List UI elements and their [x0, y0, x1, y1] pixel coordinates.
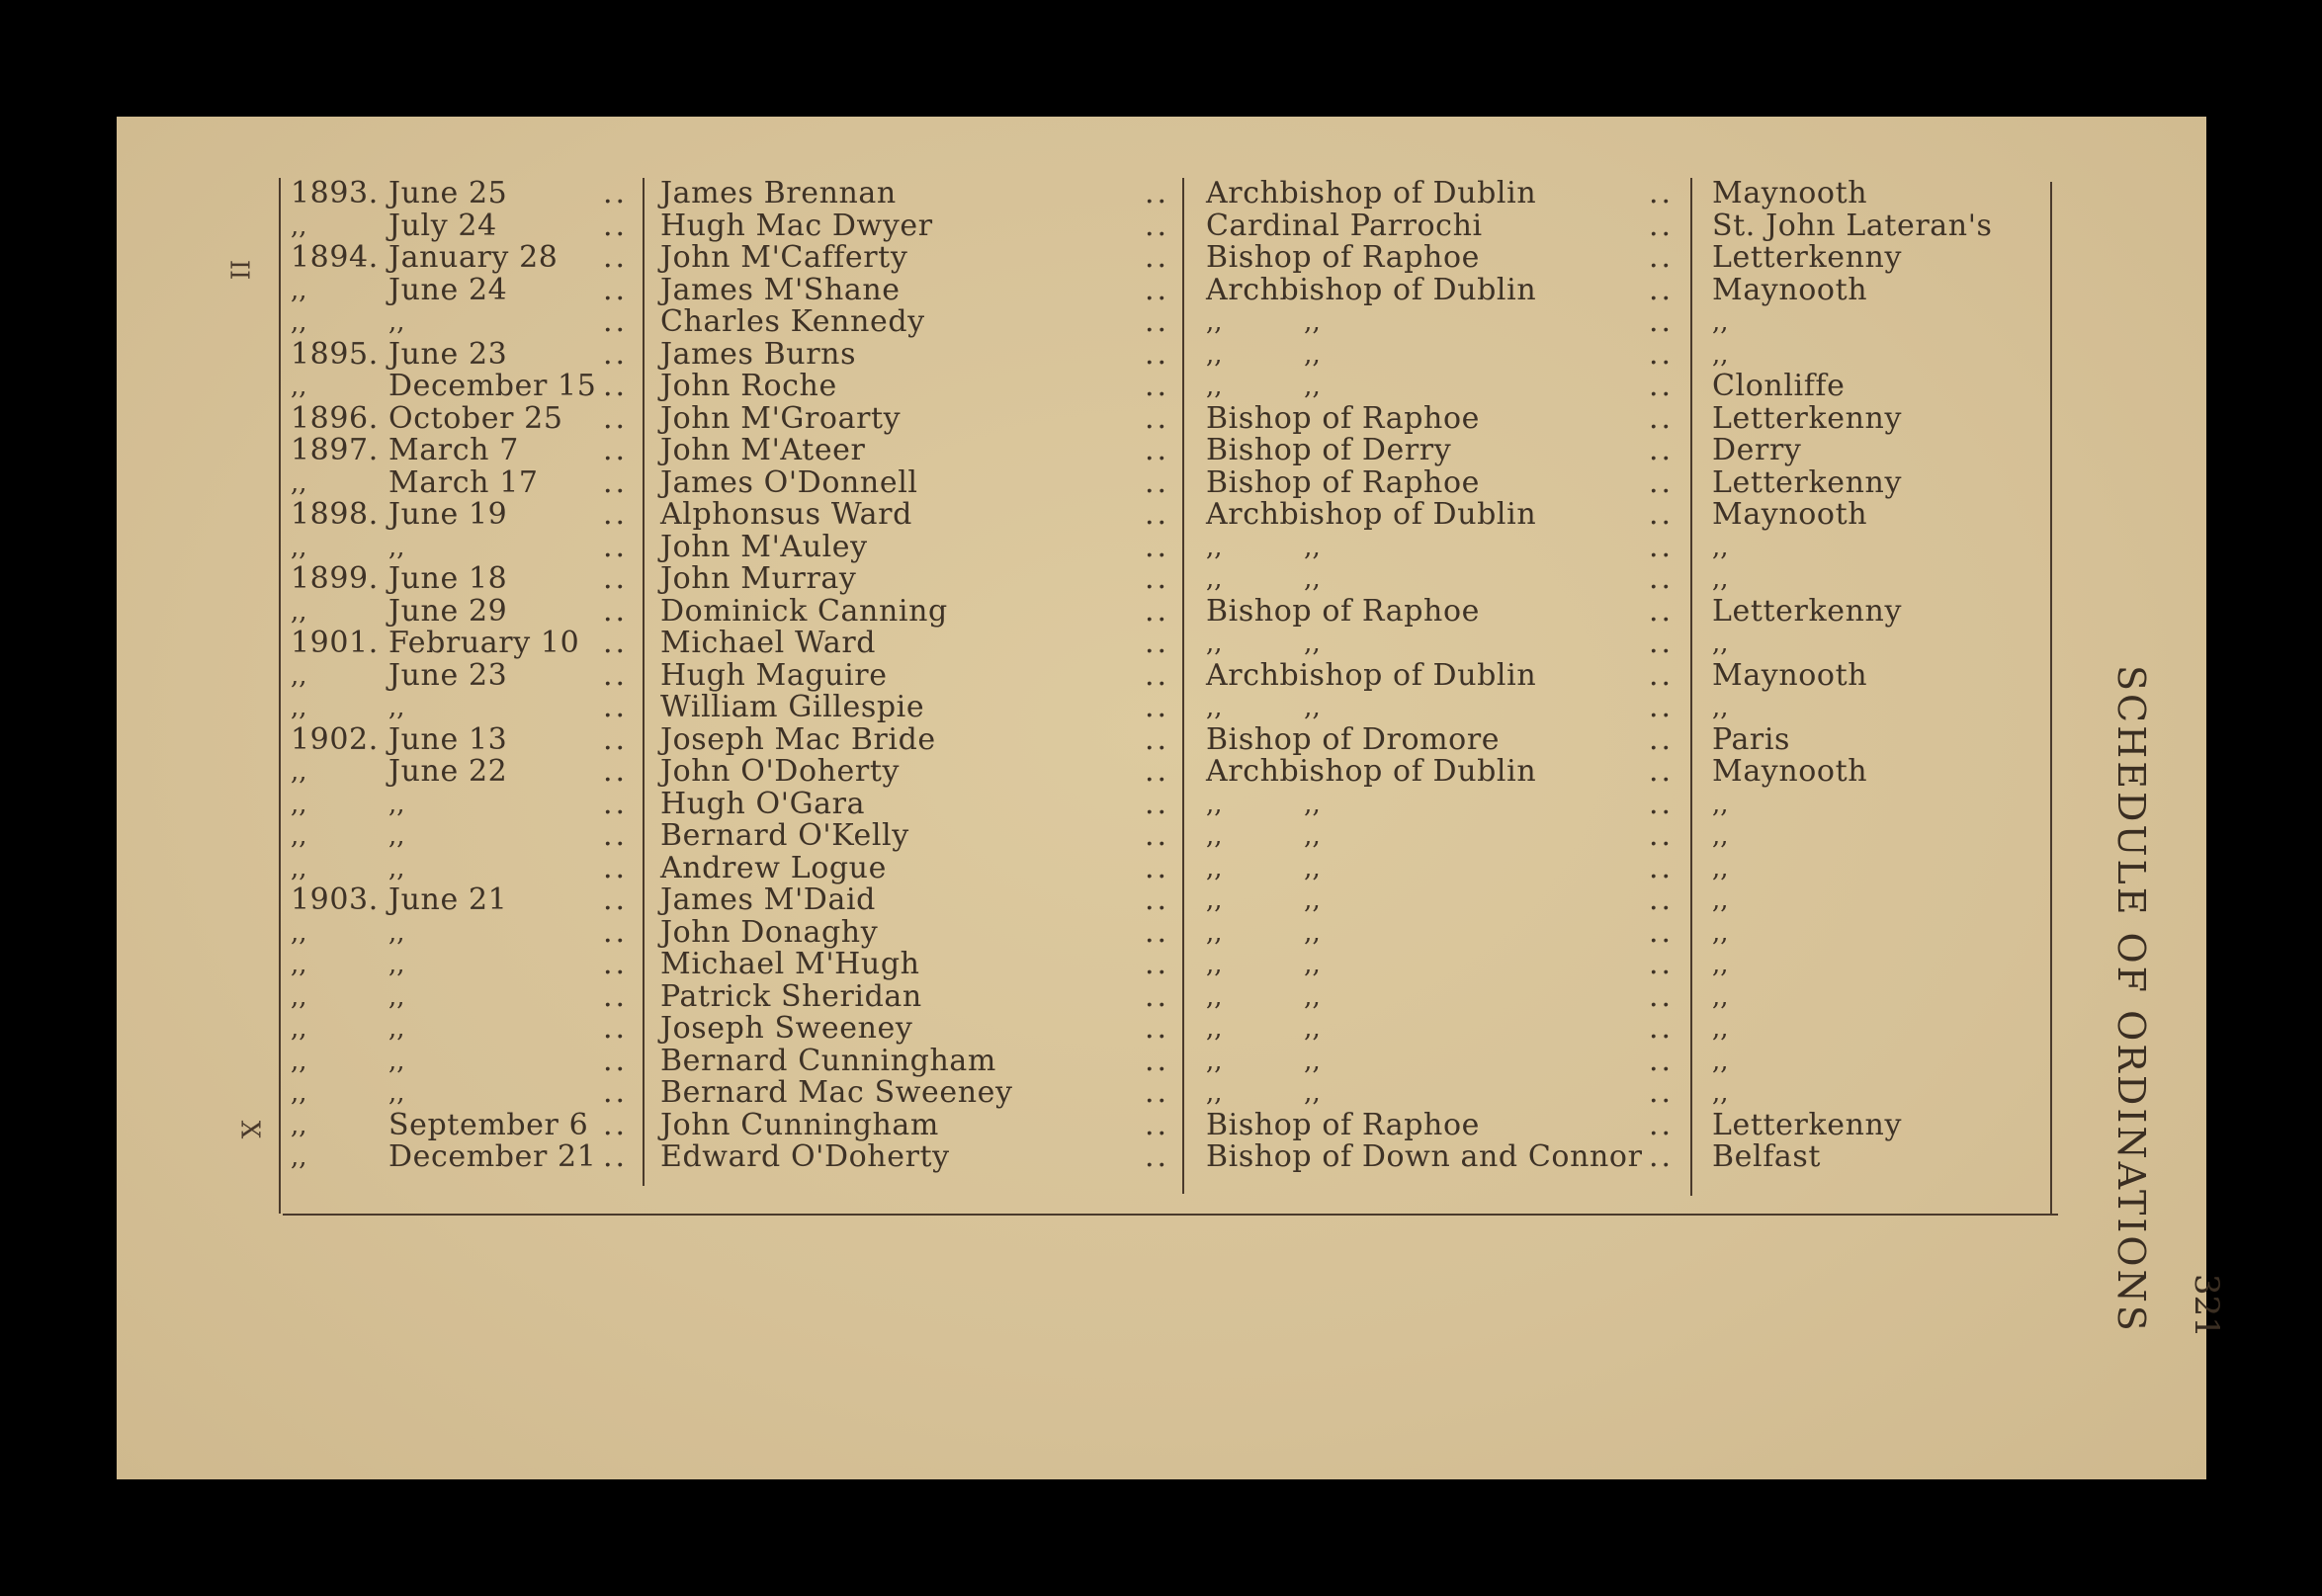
table-row — [273, 529, 2062, 564]
leader-dots: .. — [1145, 561, 1170, 596]
leader-dots: .. — [1649, 208, 1675, 243]
ordination-year: ,, — [291, 981, 307, 1012]
leader-dots: .. — [1145, 176, 1170, 210]
priest-name: James M'Shane — [660, 272, 901, 307]
leader-dots: .. — [1145, 978, 1170, 1014]
leader-dots: .. — [1649, 947, 1675, 981]
ordination-year: ,, — [291, 275, 307, 305]
leader-dots: .. — [1145, 1075, 1170, 1110]
ordination-year: ,, — [291, 532, 307, 562]
leader-dots: .. — [603, 529, 629, 564]
ordination-place: Derry — [1712, 433, 1802, 467]
leader-dots: .. — [603, 1139, 629, 1174]
ordination-year: ,, — [291, 917, 307, 948]
leader-dots: .. — [603, 947, 629, 981]
ordination-place: Maynooth — [1712, 657, 1868, 693]
ordination-date: September 6 — [388, 1107, 589, 1142]
leader-dots: .. — [1649, 1043, 1675, 1078]
leader-dots: .. — [603, 272, 629, 307]
leader-dots: .. — [1145, 400, 1170, 436]
priest-name: Bernard O'Kelly — [660, 818, 909, 853]
ordination-date: October 25 — [388, 400, 563, 436]
leader-dots: .. — [1649, 786, 1675, 821]
priest-name: John Donaghy — [660, 914, 879, 950]
leader-dots: .. — [603, 657, 629, 693]
leader-dots: .. — [1649, 850, 1675, 885]
leader-dots: .. — [1145, 1139, 1170, 1174]
priest-name: Patrick Sheridan — [660, 978, 922, 1014]
table-row — [273, 628, 2062, 660]
priest-name: Joseph Mac Bride — [660, 721, 936, 757]
leader-dots: .. — [603, 882, 629, 917]
leader-dots: .. — [603, 786, 629, 821]
ordaining-bishop: Bishop of Raphoe — [1206, 400, 1480, 436]
ordination-date: June 24 — [388, 272, 508, 307]
ordination-year: ,, — [291, 853, 307, 883]
leader-dots: .. — [1145, 1043, 1170, 1078]
ordaining-bishop: ,, ,, — [1206, 853, 1321, 883]
ordination-date: March 7 — [388, 433, 519, 467]
ordination-year: ,, — [291, 1110, 307, 1140]
table-row — [273, 1013, 2062, 1046]
priest-name: Michael Ward — [660, 626, 877, 660]
ordination-date: June 23 — [388, 336, 508, 372]
leader-dots: .. — [1649, 464, 1675, 500]
leader-dots: .. — [603, 1043, 629, 1078]
table-row — [273, 756, 2062, 789]
ordaining-bishop: Archbishop of Dublin — [1206, 497, 1537, 532]
ordination-place: ,, — [1712, 693, 1729, 722]
leader-dots: .. — [603, 497, 629, 532]
ordination-table — [273, 178, 2062, 1218]
ordination-date: June 29 — [388, 593, 508, 629]
priest-name: John Murray — [660, 561, 857, 596]
ordination-year: ,, — [291, 660, 307, 691]
ordination-date: March 17 — [388, 464, 539, 500]
leader-dots: .. — [1649, 721, 1675, 757]
table-row — [273, 978, 2062, 1014]
leader-dots: .. — [1145, 721, 1170, 757]
ordination-year: ,, — [291, 821, 307, 851]
ordaining-bishop: ,, ,, — [1206, 1078, 1321, 1108]
ordination-date: ,, — [388, 307, 405, 337]
ordination-place: ,, — [1712, 821, 1729, 851]
table-row — [273, 242, 2062, 275]
ordination-year: 1895. — [291, 336, 379, 372]
priest-name: Hugh Maguire — [660, 657, 888, 693]
ordination-year: 1898. — [291, 497, 379, 532]
leader-dots: .. — [1649, 497, 1675, 532]
table-row — [273, 884, 2062, 917]
priest-name: John Roche — [660, 369, 837, 403]
leader-dots: .. — [603, 818, 629, 853]
page-number: 321 — [2187, 1274, 2226, 1338]
ordination-date: ,, — [388, 693, 405, 722]
leader-dots: .. — [1649, 433, 1675, 467]
ordination-date: June 25 — [388, 176, 508, 210]
ordaining-bishop: Bishop of Raphoe — [1206, 593, 1480, 629]
ordination-year: ,, — [291, 1014, 307, 1044]
leader-dots: .. — [603, 561, 629, 596]
running-head: SCHEDULE OF ORDINATIONS — [2109, 665, 2153, 1334]
ordaining-bishop: ,, ,, — [1206, 789, 1321, 819]
priest-name: Bernard Cunningham — [660, 1043, 996, 1078]
book-page — [117, 117, 2226, 1479]
ordination-year: ,, — [291, 467, 307, 498]
leader-dots: .. — [603, 914, 629, 950]
ordination-place: Maynooth — [1712, 272, 1868, 307]
priest-name: Alphonsus Ward — [660, 497, 912, 532]
leader-dots: .. — [1145, 1107, 1170, 1142]
ordination-date: ,, — [388, 950, 405, 979]
table-row — [273, 178, 2062, 210]
table-row — [273, 272, 2062, 307]
ordination-year: 1901. — [291, 626, 379, 660]
ordination-place: Letterkenny — [1712, 464, 1903, 500]
priest-name: James Brennan — [660, 176, 897, 210]
ordaining-bishop: ,, ,, — [1206, 1014, 1321, 1044]
ordination-year: 1894. — [291, 240, 379, 275]
leader-dots: .. — [603, 369, 629, 403]
ordination-year: ,, — [291, 693, 307, 722]
ordination-year: 1902. — [291, 721, 379, 757]
ordination-place: ,, — [1712, 629, 1729, 658]
leader-dots: .. — [1145, 272, 1170, 307]
leader-dots: .. — [1145, 240, 1170, 275]
ordination-place: Letterkenny — [1712, 1107, 1903, 1142]
ordination-year: ,, — [291, 210, 307, 241]
leader-dots: .. — [1649, 914, 1675, 950]
table-row — [273, 336, 2062, 372]
table-row — [273, 1077, 2062, 1110]
leader-dots: .. — [1145, 882, 1170, 917]
ordaining-bishop: ,, ,, — [1206, 981, 1321, 1012]
ordination-year: ,, — [291, 372, 307, 401]
leader-dots: .. — [603, 850, 629, 885]
leader-dots: .. — [1145, 529, 1170, 564]
ordination-date: December 15 — [388, 369, 597, 403]
table-row — [273, 593, 2062, 629]
ordaining-bishop: ,, ,, — [1206, 532, 1321, 562]
leader-dots: .. — [1145, 754, 1170, 789]
ordaining-bishop: ,, ,, — [1206, 950, 1321, 979]
leader-dots: .. — [603, 721, 629, 757]
ordination-year: ,, — [291, 789, 307, 819]
priest-name: John M'Ateer — [660, 433, 866, 467]
ordaining-bishop: ,, ,, — [1206, 307, 1321, 337]
priest-name: James M'Daid — [660, 882, 876, 917]
table-row — [273, 563, 2062, 596]
ordaining-bishop: Bishop of Raphoe — [1206, 240, 1480, 275]
leader-dots: .. — [1649, 754, 1675, 789]
leader-dots: .. — [603, 1075, 629, 1110]
leader-dots: .. — [1145, 464, 1170, 500]
ordination-year: 1893. — [291, 176, 379, 210]
leader-dots: .. — [603, 978, 629, 1014]
ordination-place: ,, — [1712, 564, 1729, 594]
table-row — [273, 1043, 2062, 1078]
leader-dots: .. — [603, 304, 629, 339]
priest-name: Andrew Logue — [660, 850, 887, 885]
leader-dots: .. — [1649, 400, 1675, 436]
ordination-place: ,, — [1712, 789, 1729, 819]
leader-dots: .. — [1649, 1107, 1675, 1142]
leader-dots: .. — [1145, 1011, 1170, 1046]
table-row — [273, 400, 2062, 436]
ordaining-bishop: Bishop of Raphoe — [1206, 1107, 1480, 1142]
table-row — [273, 914, 2062, 950]
ordination-place: ,, — [1712, 307, 1729, 337]
ordaining-bishop: ,, ,, — [1206, 1046, 1321, 1076]
leader-dots: .. — [603, 208, 629, 243]
ordination-year: 1903. — [291, 882, 379, 917]
priest-name: John M'Auley — [660, 529, 868, 564]
leader-dots: .. — [1145, 626, 1170, 660]
margin-mark-upper: II — [223, 259, 254, 281]
ordination-date: ,, — [388, 789, 405, 819]
ordination-date: December 21 — [388, 1139, 597, 1174]
leader-dots: .. — [1145, 336, 1170, 372]
margin-mark-lower: X — [234, 1120, 265, 1139]
ordination-date: ,, — [388, 1046, 405, 1076]
leader-dots: .. — [1649, 176, 1675, 210]
ordaining-bishop: ,, ,, — [1206, 629, 1321, 658]
ordination-date: June 18 — [388, 561, 508, 596]
leader-dots: .. — [603, 240, 629, 275]
table-row — [273, 657, 2062, 693]
leader-dots: .. — [1145, 947, 1170, 981]
ordaining-bishop: ,, ,, — [1206, 693, 1321, 722]
table-row — [273, 435, 2062, 467]
ordination-year: 1896. — [291, 400, 379, 436]
leader-dots: .. — [603, 176, 629, 210]
ordination-date: ,, — [388, 917, 405, 948]
ordaining-bishop: ,, ,, — [1206, 885, 1321, 915]
ordination-place: Clonliffe — [1712, 369, 1846, 403]
ordaining-bishop: Archbishop of Dublin — [1206, 272, 1537, 307]
ordaining-bishop: ,, ,, — [1206, 821, 1321, 851]
ordination-date: June 13 — [388, 721, 508, 757]
table-row — [273, 464, 2062, 500]
ordaining-bishop: Bishop of Derry — [1206, 433, 1452, 467]
ordination-year: ,, — [291, 596, 307, 627]
leader-dots: .. — [1145, 690, 1170, 724]
priest-name: James Burns — [660, 336, 857, 372]
leader-dots: .. — [1145, 657, 1170, 693]
ordaining-bishop: Bishop of Dromore — [1206, 721, 1501, 757]
leader-dots: .. — [1145, 818, 1170, 853]
ordination-date: ,, — [388, 1014, 405, 1044]
ordination-place: ,, — [1712, 1014, 1729, 1044]
ordination-place: ,, — [1712, 339, 1729, 370]
ordaining-bishop: Archbishop of Dublin — [1206, 176, 1537, 210]
ordination-date: July 24 — [388, 208, 497, 243]
ordination-place: ,, — [1712, 1078, 1729, 1108]
leader-dots: .. — [1649, 336, 1675, 372]
leader-dots: .. — [1649, 272, 1675, 307]
leader-dots: .. — [1649, 690, 1675, 724]
leader-dots: .. — [1145, 497, 1170, 532]
ordination-date: June 21 — [388, 882, 508, 917]
leader-dots: .. — [1649, 529, 1675, 564]
rule-bottom — [283, 1214, 2058, 1216]
ordination-place: Paris — [1712, 721, 1791, 757]
ordination-date: ,, — [388, 981, 405, 1012]
table-row — [273, 371, 2062, 403]
ordaining-bishop: Archbishop of Dublin — [1206, 657, 1537, 693]
leader-dots: .. — [1145, 304, 1170, 339]
leader-dots: .. — [1649, 593, 1675, 629]
ordination-place: ,, — [1712, 917, 1729, 948]
table-row — [273, 721, 2062, 757]
priest-name: Dominick Canning — [660, 593, 948, 629]
priest-name: John M'Cafferty — [660, 240, 908, 275]
leader-dots: .. — [1649, 1011, 1675, 1046]
leader-dots: .. — [1145, 914, 1170, 950]
leader-dots: .. — [1649, 657, 1675, 693]
ordination-date: ,, — [388, 821, 405, 851]
ordination-date: June 19 — [388, 497, 508, 532]
ordination-year: ,, — [291, 1046, 307, 1076]
leader-dots: .. — [1649, 978, 1675, 1014]
priest-name: John Cunningham — [660, 1107, 939, 1142]
leader-dots: .. — [1649, 626, 1675, 660]
leader-dots: .. — [1145, 208, 1170, 243]
ordination-year: ,, — [291, 1078, 307, 1108]
ordination-place: Maynooth — [1712, 176, 1868, 210]
leader-dots: .. — [1145, 593, 1170, 629]
ordaining-bishop: ,, ,, — [1206, 372, 1321, 401]
leader-dots: .. — [603, 336, 629, 372]
leader-dots: .. — [603, 593, 629, 629]
ordaining-bishop: ,, ,, — [1206, 917, 1321, 948]
table-row — [273, 306, 2062, 339]
ordaining-bishop: Archbishop of Dublin — [1206, 754, 1537, 789]
leader-dots: .. — [603, 1107, 629, 1142]
priest-name: Hugh O'Gara — [660, 786, 866, 821]
ordination-place: St. John Lateran's — [1712, 208, 1993, 243]
ordination-year: ,, — [291, 757, 307, 787]
leader-dots: .. — [603, 400, 629, 436]
ordaining-bishop: Cardinal Parrochi — [1206, 208, 1483, 243]
ordination-place: ,, — [1712, 950, 1729, 979]
ordaining-bishop: Bishop of Down and Connor — [1206, 1139, 1643, 1174]
priest-name: Hugh Mac Dwyer — [660, 208, 933, 243]
ordination-date: June 22 — [388, 754, 508, 789]
priest-name: Edward O'Doherty — [660, 1139, 950, 1174]
leader-dots: .. — [603, 1011, 629, 1046]
table-row — [273, 692, 2062, 724]
priest-name: Michael M'Hugh — [660, 947, 920, 981]
leader-dots: .. — [1145, 850, 1170, 885]
ordination-place: ,, — [1712, 532, 1729, 562]
priest-name: Charles Kennedy — [660, 304, 925, 339]
priest-name: John O'Doherty — [660, 754, 901, 789]
leader-dots: .. — [603, 626, 629, 660]
priest-name: Bernard Mac Sweeney — [660, 1075, 1013, 1110]
ordination-place: ,, — [1712, 853, 1729, 883]
leader-dots: .. — [1649, 369, 1675, 403]
leader-dots: .. — [1649, 304, 1675, 339]
ordaining-bishop: Bishop of Raphoe — [1206, 464, 1480, 500]
table-row — [273, 850, 2062, 885]
leader-dots: .. — [603, 690, 629, 724]
table-row — [273, 1141, 2062, 1174]
ordination-date: February 10 — [388, 626, 580, 660]
ordination-year: ,, — [291, 1142, 307, 1172]
ordination-date: June 23 — [388, 657, 508, 693]
priest-name: William Gillespie — [660, 690, 925, 724]
ordination-place: Letterkenny — [1712, 400, 1903, 436]
leader-dots: .. — [603, 433, 629, 467]
ordination-year: ,, — [291, 307, 307, 337]
table-row — [273, 949, 2062, 981]
table-row — [273, 1107, 2062, 1142]
ordaining-bishop: ,, ,, — [1206, 564, 1321, 594]
leader-dots: .. — [1649, 1075, 1675, 1110]
leader-dots: .. — [1649, 561, 1675, 596]
leader-dots: .. — [603, 754, 629, 789]
leader-dots: .. — [1649, 240, 1675, 275]
ordination-date: ,, — [388, 853, 405, 883]
priest-name: James O'Donnell — [660, 464, 918, 500]
table-row — [273, 786, 2062, 821]
ordination-date: January 28 — [388, 240, 559, 275]
ordination-place: Belfast — [1712, 1139, 1822, 1174]
ordination-place: Letterkenny — [1712, 593, 1903, 629]
ordination-place: Maynooth — [1712, 754, 1868, 789]
leader-dots: .. — [603, 464, 629, 500]
ordination-year: 1897. — [291, 433, 379, 467]
ordination-place: ,, — [1712, 981, 1729, 1012]
ordination-place: Letterkenny — [1712, 240, 1903, 275]
ordination-place: ,, — [1712, 885, 1729, 915]
ordination-place: ,, — [1712, 1046, 1729, 1076]
table-row — [273, 820, 2062, 853]
priest-name: John M'Groarty — [660, 400, 902, 436]
leader-dots: .. — [1649, 882, 1675, 917]
leader-dots: .. — [1145, 786, 1170, 821]
leader-dots: .. — [1649, 818, 1675, 853]
leader-dots: .. — [1145, 369, 1170, 403]
ordination-date: ,, — [388, 532, 405, 562]
leader-dots: .. — [1145, 433, 1170, 467]
table-row — [273, 499, 2062, 532]
priest-name: Joseph Sweeney — [660, 1011, 913, 1046]
ordination-date: ,, — [388, 1078, 405, 1108]
leader-dots: .. — [1649, 1139, 1675, 1174]
table-row — [273, 210, 2062, 243]
ordination-year: ,, — [291, 950, 307, 979]
ordination-place: Maynooth — [1712, 497, 1868, 532]
ordaining-bishop: ,, ,, — [1206, 339, 1321, 370]
ordination-year: 1899. — [291, 561, 379, 596]
